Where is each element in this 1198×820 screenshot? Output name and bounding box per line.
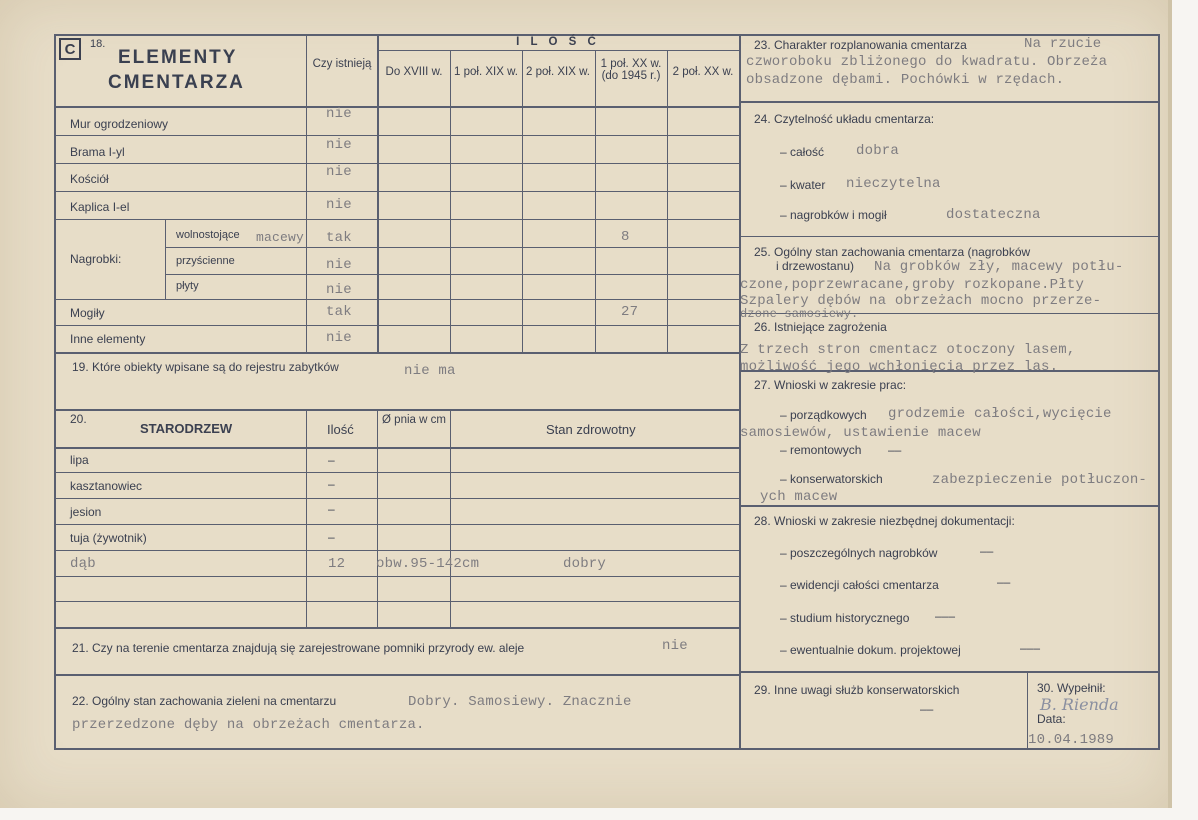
period-header-5: 2 poł. XX w. [672,66,734,78]
col-exists-header: Czy istnieją [312,58,372,70]
row-label-kaplica: Kaplica I-el [70,200,130,214]
row-exists-brama: nie [326,137,352,153]
period-header-3: 2 poł. XIX w. [526,66,590,78]
section18-number: 18. [90,38,106,50]
section24-label: 24. Czytelność układu cmentarza: [754,112,935,126]
section26-label: 26. Istniejące zagrożenia [754,320,887,334]
section26-text-line1: Z trzech stron cmentacz otoczony lasem, [740,342,1076,358]
tree-health-dab: dobry [563,556,607,572]
section27-label: 27. Wnioski w zakresie prac: [754,378,907,392]
tree-species-jesion: jesion [70,505,102,519]
works-label-repair: – remontowych [780,443,862,457]
tree-qty-lipa: – [328,453,335,467]
row-label-kosciol: Kościół [70,172,109,186]
row-exists-mogily: tak [326,304,352,320]
readability-value-total: dobra [856,143,900,159]
nagrobki-exists-plyty: nie [326,282,352,298]
doc-label-project: – ewentualnie dokum. projektowej [780,643,961,657]
doc-value-project: ––– [1020,641,1041,655]
section25-label-line1: 25. Ogólny stan zachowania cmentarza (nagrobków [754,245,1031,259]
section25-label-line2: i drzewostanu) [776,259,855,273]
row-label-brama: Brama I-yl [70,145,125,159]
nagrobki-sub-wolnostojace: wolnostojące [176,229,240,241]
tree-species-kasztanowiec: kasztanowiec [70,479,143,493]
works-label-cleanup: – porządkowych [780,408,867,422]
period-header-1: Do XVIII w. [385,66,443,78]
section23-text-line2: czworoboku zbliżonego do kwadratu. Obrzeża [746,54,1108,70]
readability-label-total: – całość [780,145,825,159]
section23-text-line1: Na rzucie [1024,36,1102,52]
section30-label: 30. Wypełnił: [1037,681,1106,695]
works-text-cleanup-line1: grodzemie całości,wycięcie [888,406,1112,422]
row-exists-kosciol: nie [326,164,352,180]
filled-by-signature: B. Rienda [1040,695,1119,714]
row-qty-mogily: 27 [621,304,639,320]
readability-label-quarters: – kwater [780,178,826,192]
section19-label: 19. Które obiekty wpisane są do rejestru zabytków [72,360,339,374]
section23-label: 23. Charakter rozplanowania cmentarza [754,38,967,52]
row-label-mur: Mur ogrodzeniowy [70,117,169,131]
section25-text-line4: dzone samosiewy. [740,307,859,321]
col-diam-header: Ø pnia w cm [382,414,446,426]
works-value-repair: –– [888,443,902,457]
period-header-4: 1 poł. XX w. (do 1945 r.) [600,58,662,82]
tree-species-lipa: lipa [70,453,89,467]
tree-species-tuja: tuja (żywotnik) [70,531,147,545]
doc-label-history: – studium historycznego [780,611,910,625]
date-value: 10.04.1989 [1028,732,1115,748]
row-exists-mur: nie [326,106,352,122]
section25-text-line1: Na grobków zły, macewy potłu- [874,259,1124,275]
nagrobki-sub-plyty: płyty [176,280,199,292]
section21-answer: nie [662,638,688,654]
works-text-conservation-line1: zabezpieczenie potłuczon- [932,472,1148,488]
row-exists-kaplica: nie [326,197,352,213]
section18-title-line2: CMENTARZA [108,72,245,93]
card-edge [1168,0,1172,808]
section25-text-line2: czone,poprzewracane,groby rozkopane.Płty [740,277,1085,293]
section22-label: 22. Ogólny stan zachowania zieleni na cmentarzu [72,694,337,708]
nagrobki-exists-przyscienne: nie [326,257,352,273]
tree-qty-jesion: – [328,502,335,516]
doc-value-individual: –– [980,544,994,558]
tree-qty-tuja: – [328,530,335,544]
readability-value-quarters: nieczytelna [846,176,941,192]
row-exists-inne: nie [326,330,352,346]
nagrobki-sub-przyscienne: przyścienne [176,255,235,267]
col-health-header: Stan zdrowotny [546,422,636,437]
nagrobki-qty-wolnostojace: 8 [621,229,630,245]
readability-label-graves: – nagrobków i mogił [780,208,887,222]
doc-value-history: ––– [935,609,956,623]
section20-title: STARODRZEW [140,421,233,436]
section25-text-line3: Szpalery dębów na obrzeżach mocno przerze- [740,293,1102,309]
section28-label: 28. Wnioski w zakresie niezbędnej dokumentacji: [754,514,1015,528]
tree-qty-dab: 12 [328,556,346,572]
col-qty-header: Ilość [327,422,354,437]
row-label-mogily: Mogiły [70,306,105,320]
section19-answer: nie ma [404,363,456,379]
section-c-badge: C [59,38,81,60]
section18-title-line1: ELEMENTY [118,47,238,68]
section21-label: 21. Czy na terenie cmentarza znajdują się zarejestrowane pomniki przyrody ew. aleje [72,641,525,655]
readability-value-graves: dostateczna [946,207,1041,223]
date-label: Data: [1037,712,1066,726]
section22-answer-line2: przerzedzone dęby na obrzeżach cmentarza. [72,717,425,733]
doc-label-records: – ewidencji całości cmentarza [780,578,939,592]
section29-label: 29. Inne uwagi służb konserwatorskich [754,683,960,697]
section26-text-line2: możliwość jego wchłonięcia przez las. [740,359,1059,375]
qty-header: I L O Ś Ć [516,36,600,48]
tree-diam-dab: obw.95-142cm [376,556,480,572]
works-text-conservation-line2: ych macew [760,489,838,505]
works-label-conservation: – konserwatorskich [780,472,883,486]
tree-qty-kasztanowiec: – [328,477,335,491]
section20-number: 20. [70,412,87,426]
row-label-inne: Inne elementy [70,332,146,346]
nagrobki-label: Nagrobki: [70,252,122,266]
section22-answer-line1: Dobry. Samosiewy. Znacznie [408,694,632,710]
nagrobki-extra-macewy: macewy [256,230,305,245]
works-text-cleanup-line2: samosiewów, ustawienie macew [740,425,981,441]
section29-value: –– [920,702,934,716]
doc-value-records: –– [997,575,1011,589]
doc-label-individual: – poszczególnych nagrobków [780,546,938,560]
tree-species-dab: dąb [70,556,96,572]
period-header-2: 1 poł. XIX w. [454,66,518,78]
section23-text-line3: obsadzone dębami. Pochówki w rzędach. [746,72,1065,88]
nagrobki-exists-wolnostojace: tak [326,230,352,246]
